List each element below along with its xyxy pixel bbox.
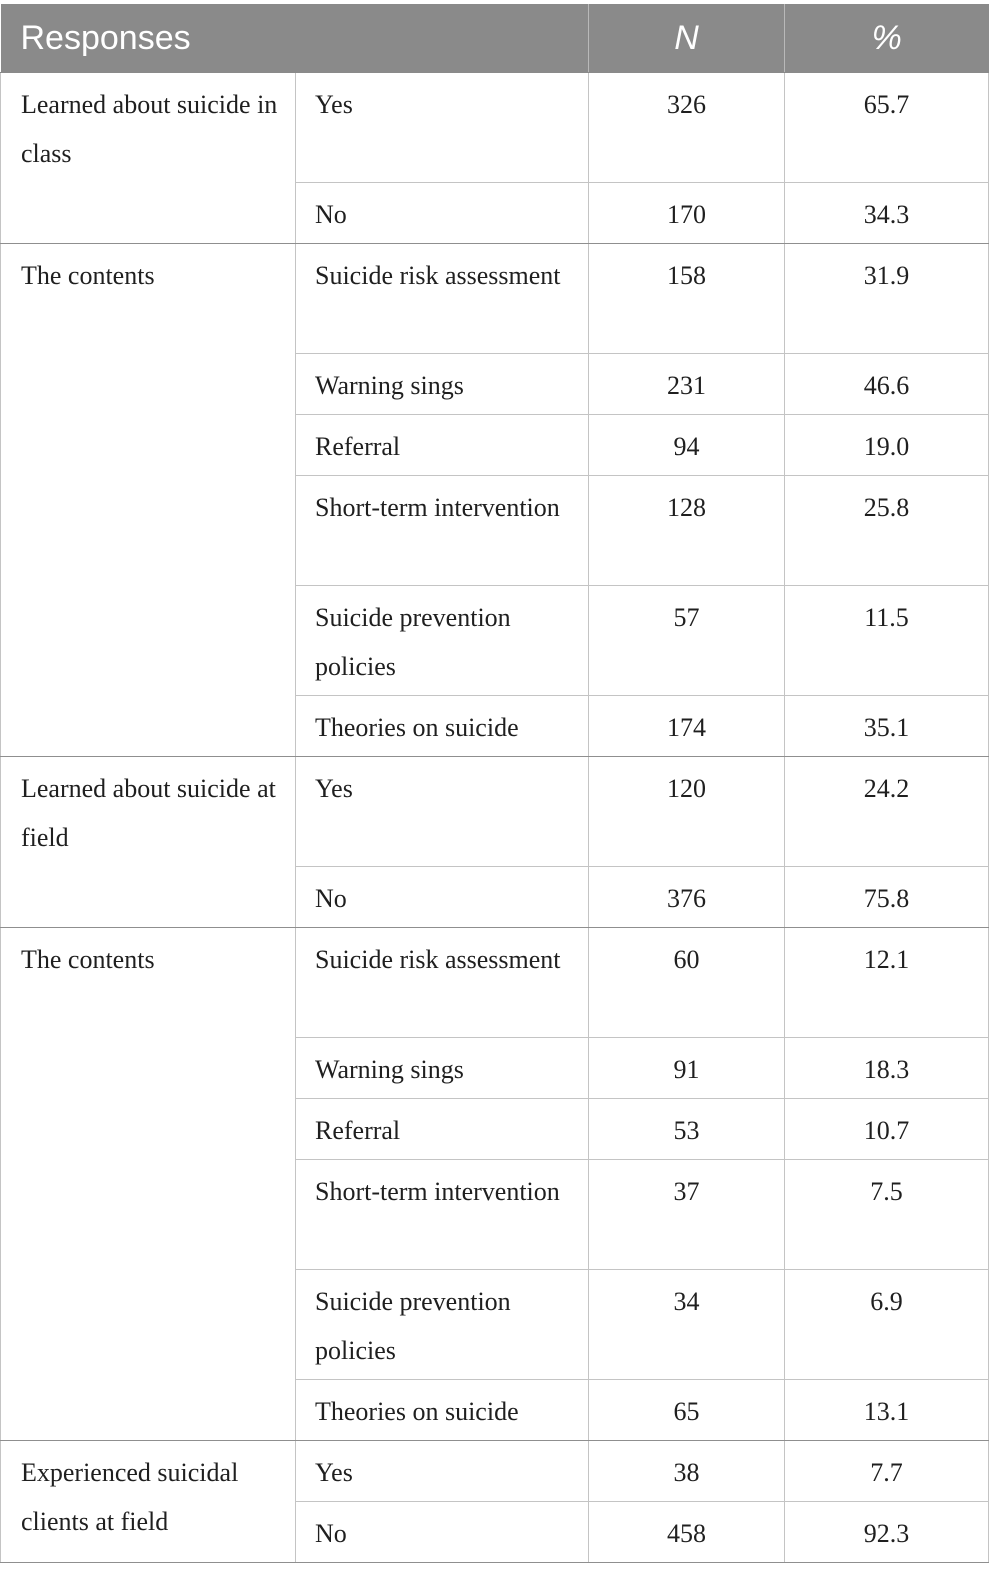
percent-cell: 7.5 (785, 1160, 989, 1270)
n-cell: 158 (589, 244, 785, 354)
percent-cell: 7.7 (785, 1441, 989, 1502)
group-label-field-contents: The contents (1, 928, 296, 1441)
responses-table (0, 4, 989, 1563)
n-cell: 60 (589, 928, 785, 1038)
group-label-experienced-clients: Experienced suicidal clients at field (1, 1441, 296, 1563)
n-cell: 458 (589, 1502, 785, 1563)
n-cell: 91 (589, 1038, 785, 1099)
n-cell: 326 (589, 73, 785, 183)
response-cell: Suicide risk assessment (296, 244, 589, 354)
percent-cell: 46.6 (785, 354, 989, 415)
percent-cell: 11.5 (785, 586, 989, 696)
n-cell: 38 (589, 1441, 785, 1502)
n-cell: 120 (589, 757, 785, 867)
percent-cell: 6.9 (785, 1270, 989, 1380)
response-cell: Yes (296, 757, 589, 867)
group-label-learned-at-field: Learned about suicide at field (1, 757, 296, 928)
n-cell: 57 (589, 586, 785, 696)
response-cell: Short-term intervention (296, 1160, 589, 1270)
response-cell: Referral (296, 1099, 589, 1160)
n-cell: 231 (589, 354, 785, 415)
n-cell: 128 (589, 476, 785, 586)
percent-cell: 19.0 (785, 415, 989, 476)
response-cell: Warning sings (296, 354, 589, 415)
table-row (1, 244, 989, 354)
percent-cell: 75.8 (785, 867, 989, 928)
n-cell: 53 (589, 1099, 785, 1160)
percent-cell: 92.3 (785, 1502, 989, 1563)
n-cell: 94 (589, 415, 785, 476)
n-cell: 174 (589, 696, 785, 757)
n-cell: 37 (589, 1160, 785, 1270)
percent-cell: 65.7 (785, 73, 989, 183)
response-cell: No (296, 867, 589, 928)
response-cell: No (296, 183, 589, 244)
table-header (1, 4, 989, 73)
header-percent: % (785, 4, 989, 73)
percent-cell: 18.3 (785, 1038, 989, 1099)
n-cell: 170 (589, 183, 785, 244)
group-label-learned-in-class: Learned about suicide in class (1, 73, 296, 244)
table-row (1, 1441, 989, 1502)
table-body (1, 73, 989, 1563)
response-cell: Warning sings (296, 1038, 589, 1099)
response-cell: No (296, 1502, 589, 1563)
percent-cell: 12.1 (785, 928, 989, 1038)
response-cell: Suicide prevention policies (296, 586, 589, 696)
n-cell: 34 (589, 1270, 785, 1380)
table-row (1, 928, 989, 1038)
response-cell: Yes (296, 1441, 589, 1502)
header-n: N (589, 4, 785, 73)
n-cell: 376 (589, 867, 785, 928)
percent-cell: 10.7 (785, 1099, 989, 1160)
percent-cell: 34.3 (785, 183, 989, 244)
response-cell: Suicide risk assessment (296, 928, 589, 1038)
response-cell: Theories on suicide (296, 696, 589, 757)
n-cell: 65 (589, 1380, 785, 1441)
percent-cell: 13.1 (785, 1380, 989, 1441)
response-cell: Suicide prevention policies (296, 1270, 589, 1380)
percent-cell: 35.1 (785, 696, 989, 757)
group-label-class-contents: The contents (1, 244, 296, 757)
percent-cell: 31.9 (785, 244, 989, 354)
response-cell: Short-term intervention (296, 476, 589, 586)
header-responses: Responses (1, 4, 589, 73)
response-cell: Referral (296, 415, 589, 476)
response-cell: Yes (296, 73, 589, 183)
table-row (1, 757, 989, 867)
header-row (1, 4, 989, 73)
percent-cell: 25.8 (785, 476, 989, 586)
response-cell: Theories on suicide (296, 1380, 589, 1441)
percent-cell: 24.2 (785, 757, 989, 867)
table-row (1, 73, 989, 183)
